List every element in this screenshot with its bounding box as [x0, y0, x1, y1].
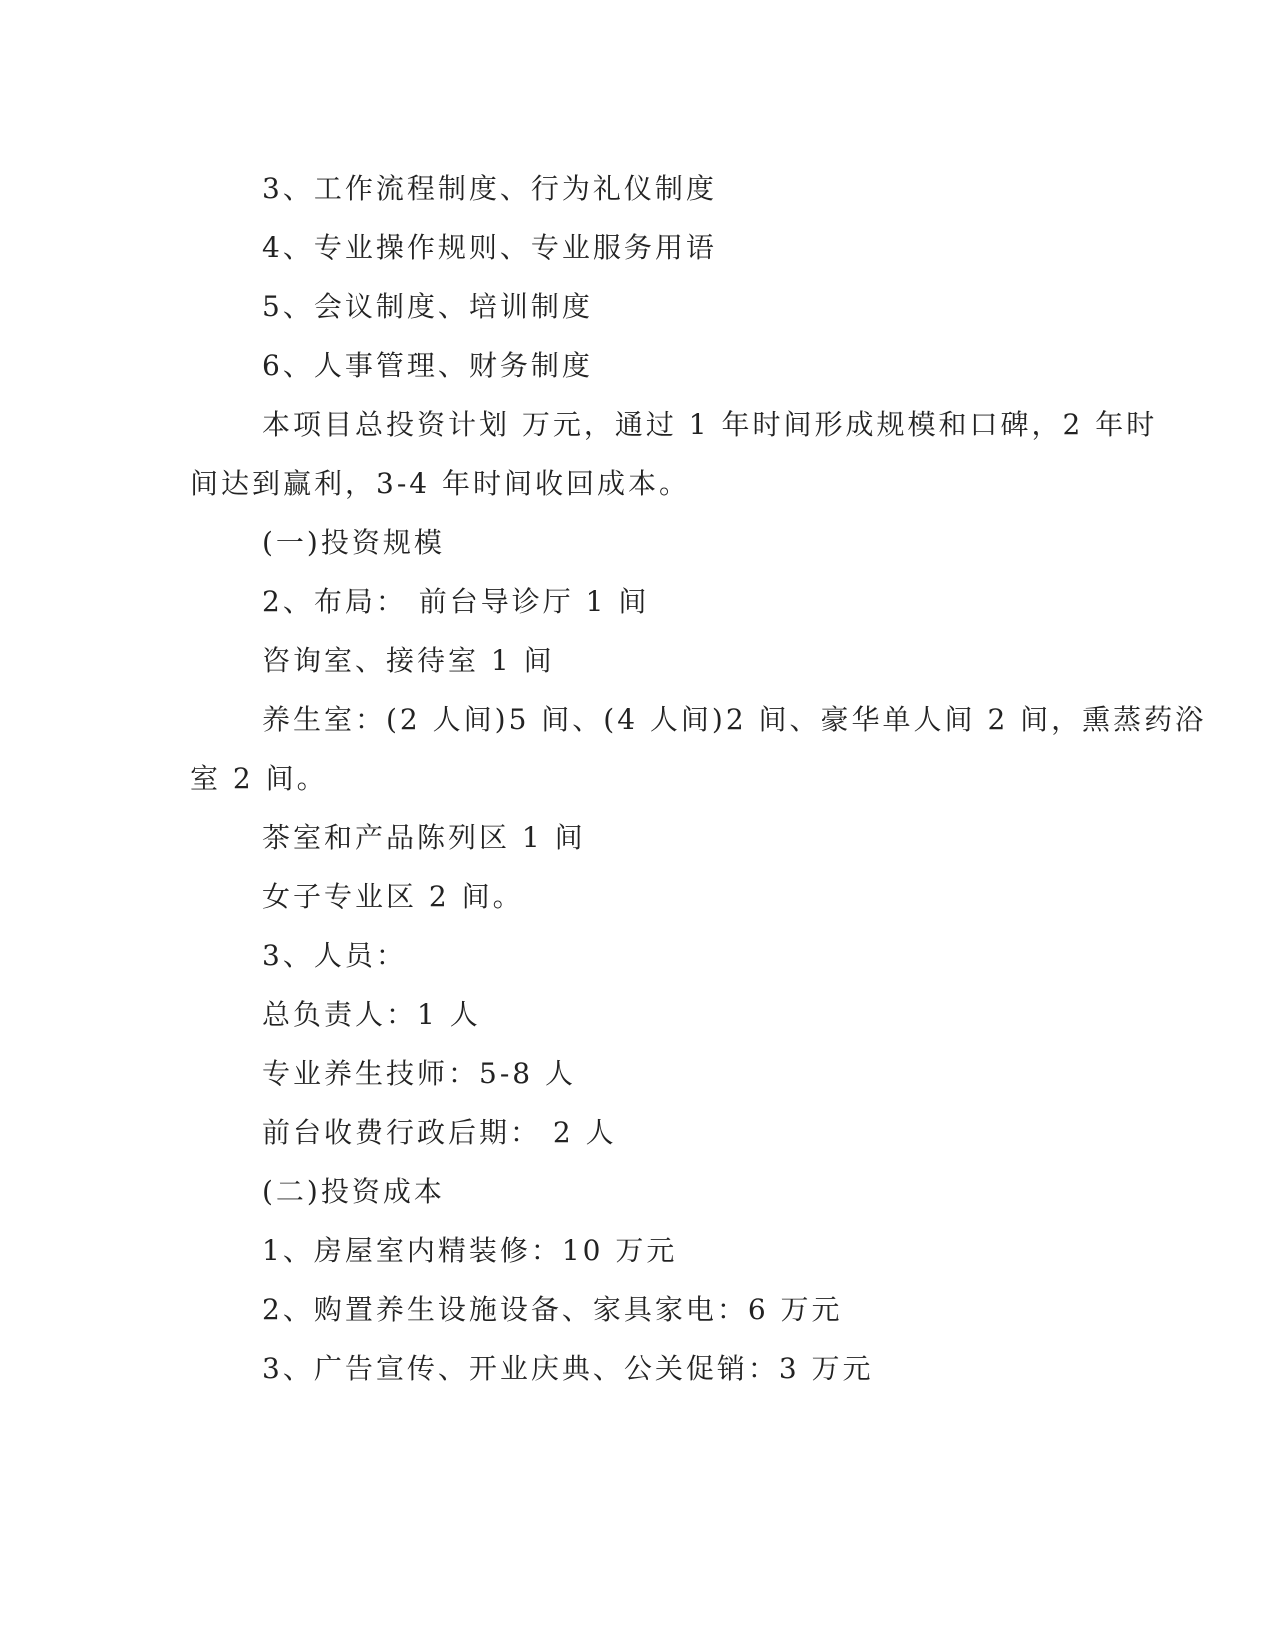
list-item-meeting-training: 5、会议制度、培训制度 — [262, 290, 593, 323]
list-item-wellness-rooms: 养生室：(2 人间)5 间、(4 人间)2 间、豪华单人间 2 间，熏蒸药浴 — [262, 703, 1207, 736]
section-heading-cost: (二)投资成本 — [262, 1175, 445, 1208]
list-item-wellness-rooms-cont: 室 2 间。 — [190, 762, 328, 795]
list-item-women-area: 女子专业区 2 间。 — [262, 880, 524, 913]
list-item-hr-finance: 6、人事管理、财务制度 — [262, 349, 593, 382]
paragraph-investment-plan: 本项目总投资计划 万元，通过 1 年时间形成规模和口碑，2 年时 — [262, 408, 1158, 441]
list-item-technicians: 专业养生技师：5-8 人 — [262, 1057, 576, 1090]
list-item-renovation: 1、房屋室内精装修：10 万元 — [262, 1234, 678, 1267]
list-item-workflow-etiquette: 3、工作流程制度、行为礼仪制度 — [262, 172, 717, 205]
section-heading-scale: (一)投资规模 — [262, 526, 445, 559]
list-item-general-manager: 总负责人：1 人 — [262, 998, 481, 1031]
list-item-layout: 2、布局： 前台导诊厅 1 间 — [262, 585, 650, 618]
list-item-staff-heading: 3、人员： — [262, 939, 407, 972]
list-item-operation-rules: 4、专业操作规则、专业服务用语 — [262, 231, 717, 264]
list-item-advertising: 3、广告宣传、开业庆典、公关促销：3 万元 — [262, 1352, 874, 1385]
list-item-consult-room: 咨询室、接待室 1 间 — [262, 644, 555, 677]
list-item-equipment: 2、购置养生设施设备、家具家电：6 万元 — [262, 1293, 843, 1326]
paragraph-investment-plan-cont: 间达到赢利，3-4 年时间收回成本。 — [190, 467, 690, 500]
list-item-tea-room: 茶室和产品陈列区 1 间 — [262, 821, 586, 854]
list-item-front-desk: 前台收费行政后期： 2 人 — [262, 1116, 617, 1149]
